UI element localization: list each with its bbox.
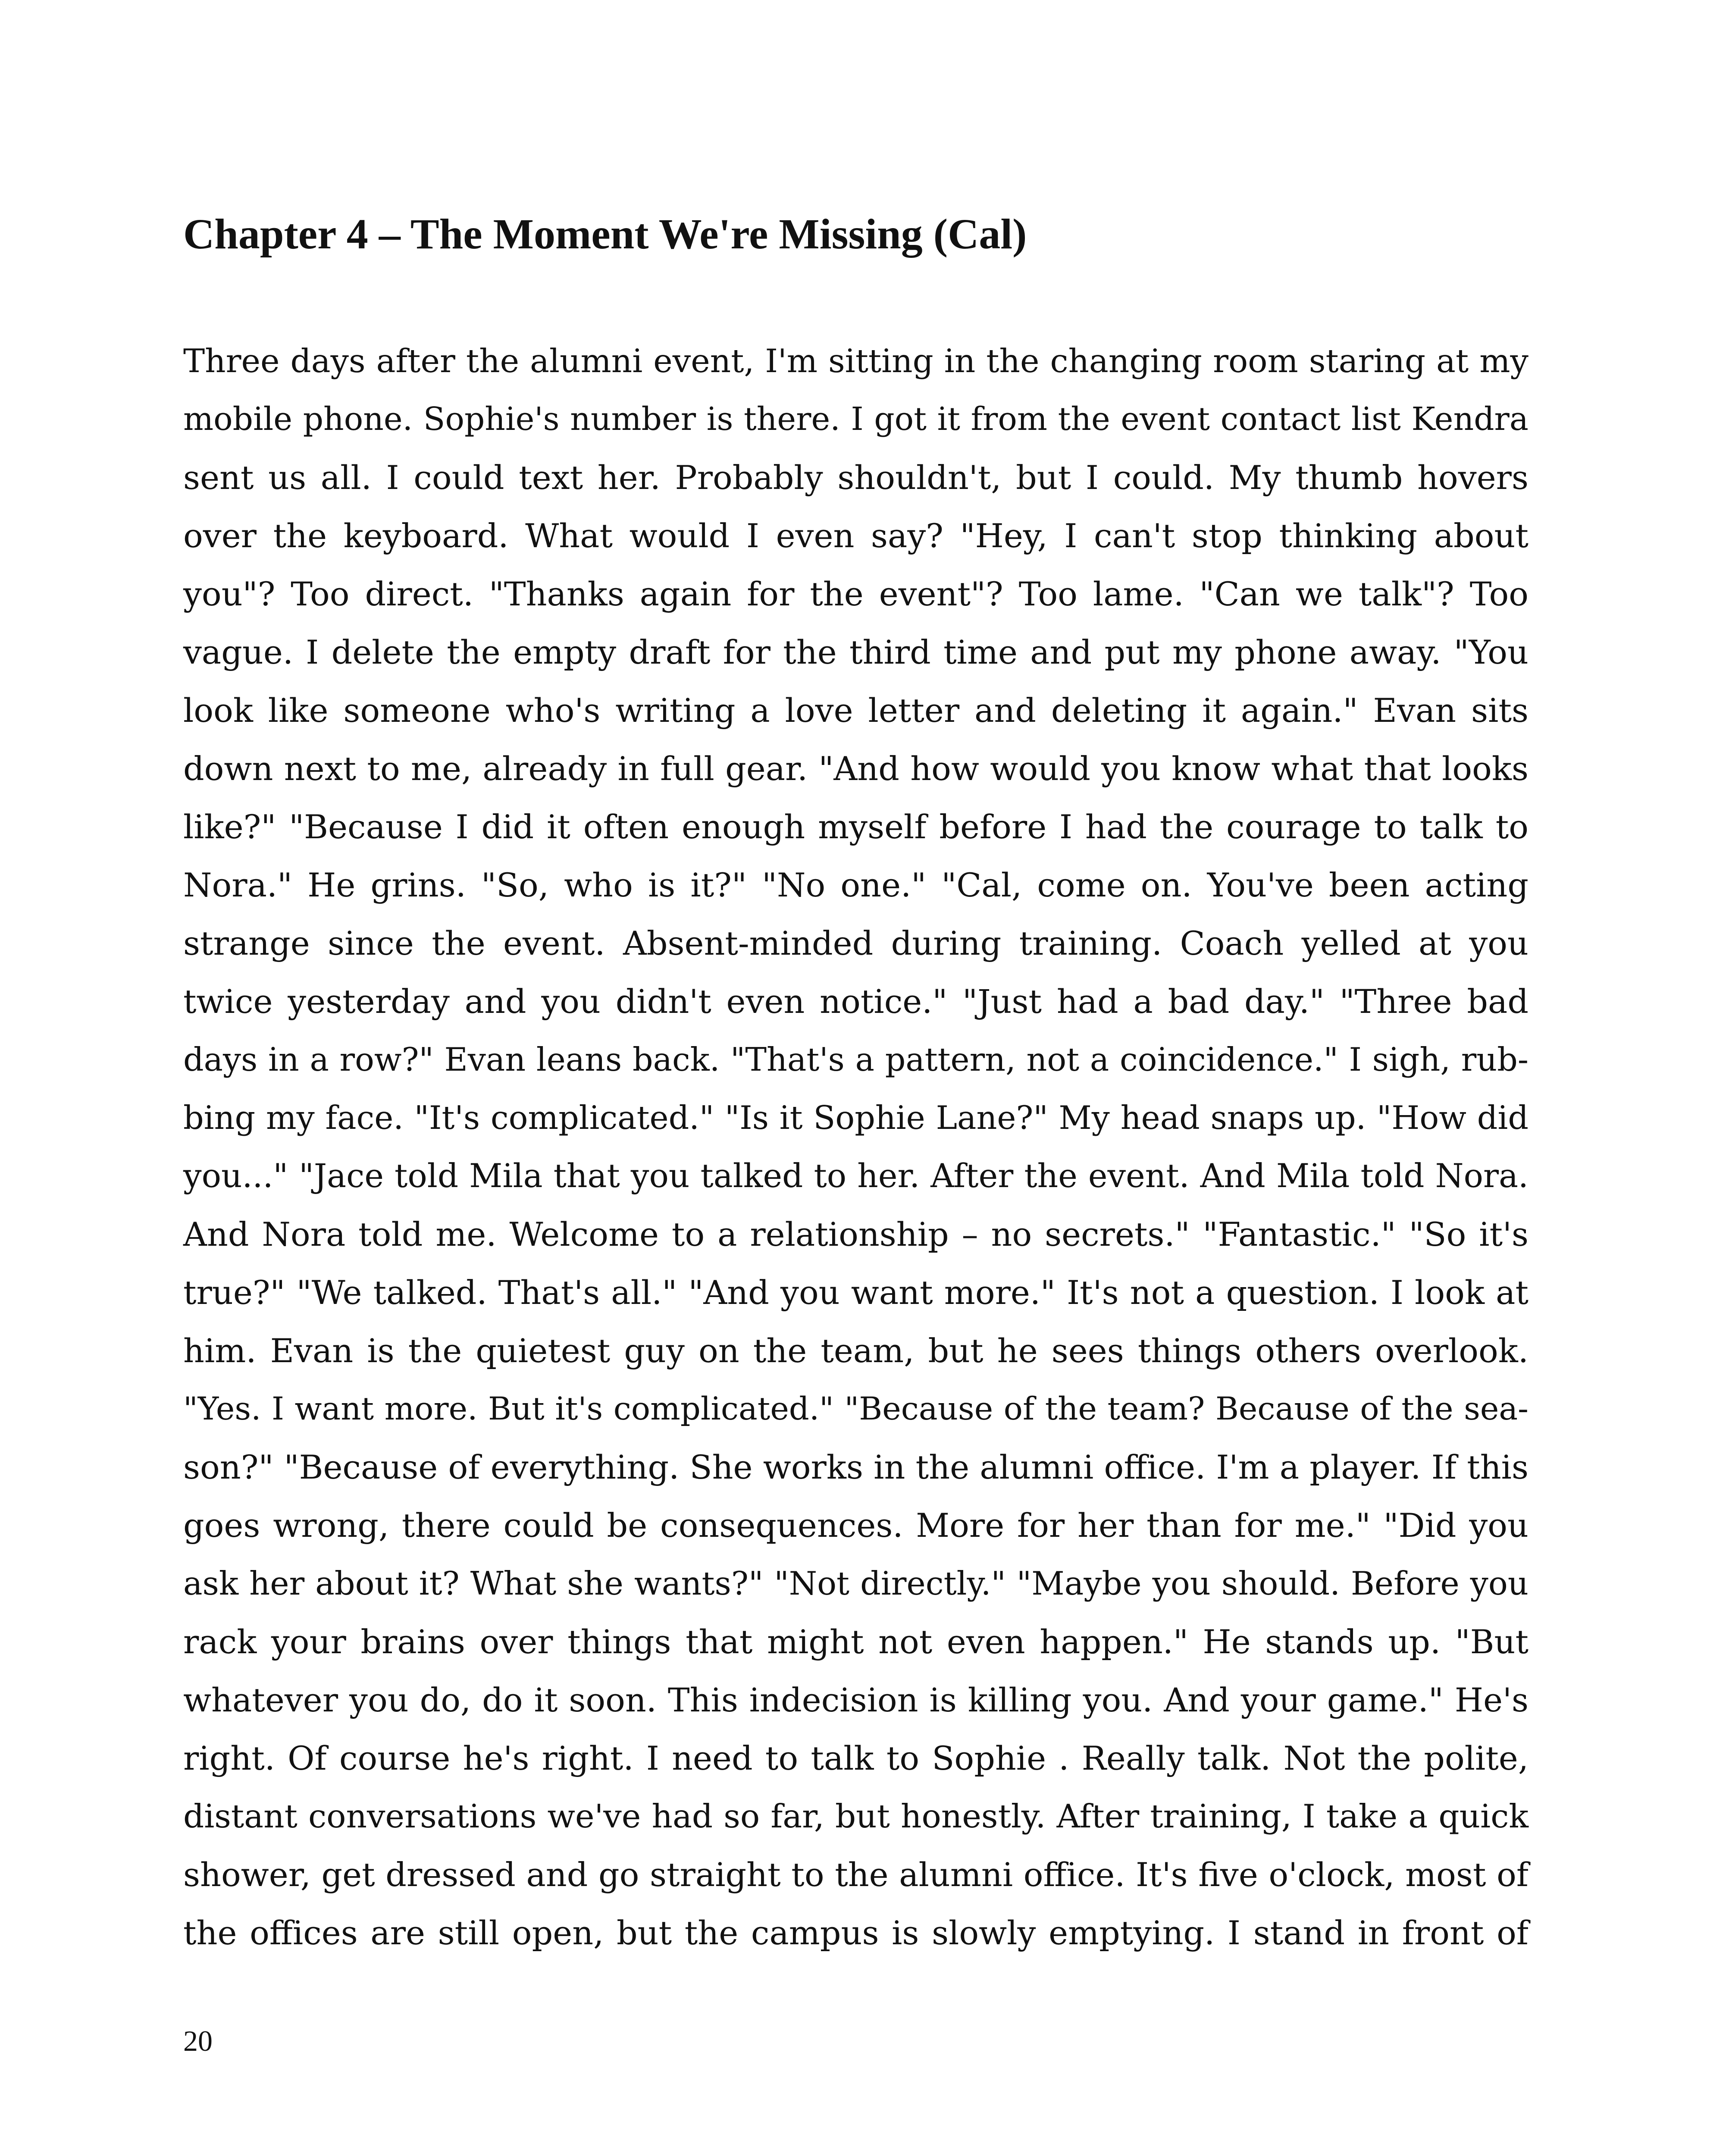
page-number: 20 bbox=[183, 2024, 213, 2057]
chapter-title: Chapter 4 – The Moment We're Missing (Cal) bbox=[183, 210, 1027, 258]
body-text-line: vague. I delete the empty draft for the third time and put my phone away. "You bbox=[183, 633, 1528, 671]
body-text-line: ask her about it? What she wants?" "Not directly." "Maybe you should. Before you bbox=[183, 1565, 1528, 1602]
body-text-line: like?" "Because I did it often enough myself before I had the courage to talk to bbox=[183, 808, 1528, 846]
body-text-line: Three days after the alumni event, I'm sitting in the changing room staring at my bbox=[183, 342, 1528, 380]
body-text-line: Nora." He grins. "So, who is it?" "No one." "Cal, come on. You've been acting bbox=[183, 866, 1528, 904]
body-text-line: him. Evan is the quietest guy on the team, but he sees things others overlook. bbox=[183, 1332, 1528, 1370]
body-text-line: And Nora told me. Welcome to a relationship – no secrets." "Fantastic." "So it's bbox=[183, 1215, 1528, 1253]
body-text-line: sent us all. I could text her. Probably shouldn't, but I could. My thumb hovers bbox=[183, 458, 1528, 497]
body-text-line: down next to me, already in full gear. "And how would you know what that looks bbox=[183, 749, 1528, 788]
body-text-line: "Yes. I want more. But it's complicated." "Because of the team? Because of the sea- bbox=[183, 1391, 1528, 1427]
body-text-line: you"? Too direct. "Thanks again for the event"? Too lame. "Can we talk"? Too bbox=[183, 575, 1528, 613]
body-text-line: the offices are still open, but the campus is slowly emptying. I stand in front of bbox=[183, 1914, 1528, 1952]
body-text-line: mobile phone. Sophie's number is there. I got it from the event contact list Kendra bbox=[183, 401, 1528, 438]
chapter-body-text bbox=[183, 332, 1528, 1962]
body-text-line: son?" "Because of everything. She works in the alumni office. I'm a player. If this bbox=[183, 1448, 1528, 1486]
body-text-line: look like someone who's writing a love letter and deleting it again." Evan sits bbox=[183, 691, 1528, 730]
body-text-line: rack your brains over things that might not even happen." He stands up. "But bbox=[183, 1623, 1528, 1661]
body-text-line: whatever you do, do it soon. This indecision is killing you. And your game." He's bbox=[183, 1681, 1528, 1719]
body-text-line: goes wrong, there could be consequences. More for her than for me." "Did you bbox=[183, 1506, 1528, 1545]
body-text-line: shower, get dressed and go straight to the alumni office. It's five o'clock, most of bbox=[183, 1855, 1528, 1894]
body-text-line: bing my face. "It's complicated." "Is it Sophie Lane?" My head snaps up. "How did bbox=[183, 1099, 1528, 1137]
body-text-line: strange since the event. Absent-minded during training. Coach yelled at you bbox=[183, 924, 1528, 962]
body-text-line: twice yesterday and you didn't even notice." "Just had a bad day." "Three bad bbox=[183, 982, 1528, 1021]
body-text-line: you..." "Jace told Mila that you talked to her. After the event. And Mila told Nora. bbox=[183, 1157, 1528, 1195]
body-text-line: days in a row?" Evan leans back. "That's a pattern, not a coincidence." I sigh, rub- bbox=[183, 1041, 1528, 1078]
body-text-line: true?" "We talked. That's all." "And you want more." It's not a question. I look at bbox=[183, 1273, 1528, 1312]
body-text-line: over the keyboard. What would I even say? "Hey, I can't stop thinking about bbox=[183, 517, 1528, 555]
body-text-line: right. Of course he's right. I need to talk to Sophie . Really talk. Not the polite, bbox=[183, 1739, 1528, 1777]
body-text-line: distant conversations we've had so far, but honestly. After training, I take a quick bbox=[183, 1797, 1528, 1835]
